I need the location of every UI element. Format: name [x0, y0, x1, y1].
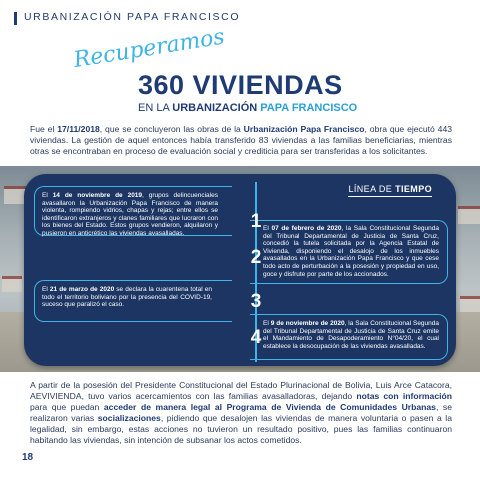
timeline-section	[0, 166, 480, 372]
closing-bold: acceder de manera legal al Programa de Vivienda de Comunidades Urbanas	[103, 402, 436, 412]
event-text: , la Sala Constitucional Segunda del Tribunal Departamental de Justicia de Santa Cruz emite el Mandamiento de Desapoderamiento N°04/20, el cual establece la desocupación de las viviendas avasalladas.	[263, 320, 440, 350]
background-house	[4, 186, 26, 204]
subtitle-accent: PAPA FRANCISCO	[260, 102, 358, 114]
timeline-label-prefix: LÍNEA DE	[348, 184, 396, 194]
event-prefix: El	[263, 320, 271, 327]
timeline-label	[348, 184, 432, 197]
closing-paragraph	[30, 380, 452, 446]
page-subtitle	[138, 102, 357, 114]
event-prefix: El	[263, 225, 272, 232]
closing-text: A partir de la posesión del Presidente Constitucional del Estado Plurinacional de Bolivia, Luis Arce Catacora, AEVIVIENDA, tuvo varios acercamientos con las familias avasalladoras, dejando	[30, 380, 452, 401]
event-date: 14 de noviembre de 2019	[52, 192, 143, 199]
intro-paragraph	[30, 124, 452, 157]
headline-script: Recuperamos	[72, 24, 227, 73]
subtitle-prefix: EN LA	[138, 102, 173, 114]
intro-project: Urbanización Papa Francisco	[243, 124, 365, 134]
timeline-event-3	[42, 286, 212, 309]
intro-text: , que se concluyeron las obras de la	[99, 124, 244, 134]
intro-date: 17/11/2018	[57, 124, 100, 134]
intro-text: Fue el	[30, 124, 58, 134]
event-date: 07 de febrero de 2020	[271, 225, 342, 232]
event-date: 9 de noviembre de 2020	[270, 320, 345, 327]
header-accent-bar	[14, 12, 17, 25]
closing-bold: socializaciones	[97, 413, 161, 423]
page-number: 18	[22, 452, 34, 463]
event-number-4: 4	[250, 327, 262, 348]
timeline-event-1	[42, 192, 218, 238]
timeline-event-2	[263, 225, 439, 278]
event-text: , grupos delincuenciales avasallaron la Urbanización Papa Francisco de manera violenta, rompiendo vidrios, chapas y rejas; entre ellos se identificaron extranjeros y clanes familiares que lucraron con los bienes del Estado. Estos grupos vendieron, alquilaron y pusieron en anticrético las viviendas avasalladas.	[42, 192, 218, 237]
background-house	[2, 276, 22, 292]
timeline-event-4	[263, 320, 439, 350]
subtitle-bold: URBANIZACIÓN	[172, 102, 261, 114]
closing-text: , pidiendo que desalojen las viviendas de manera voluntaria o pasen a la legalidad, sin embargo, estas acciones no tuvieron un resultado positivo, pues las familias continuaron habitando las viviendas, sin intención de subsanar los actos cometidos.	[30, 413, 452, 445]
event-number-3: 3	[250, 291, 262, 312]
section-header: URBANIZACIÓN PAPA FRANCISCO	[24, 11, 241, 23]
event-text: se declara la cuarentena total en todo el territorio boliviano por la presencia del COVID-19, suceso que paralizó el caso.	[42, 286, 213, 309]
page-title: 360 VIVIENDAS	[138, 70, 343, 100]
background-house	[460, 296, 480, 312]
event-number-2: 2	[250, 247, 262, 268]
event-date: 21 de marzo de 2020	[49, 286, 115, 293]
intro-text: , obra que ejecutó 443 viviendas. La gestión de aquel entonces había transferido 83 viviendas a las familias beneficiarias, mientras otras se encontraban en proceso de evaluación social y crediticia para ser transferidas a los solicitantes.	[30, 124, 453, 156]
closing-text: para que puedan	[30, 402, 104, 412]
event-prefix: El	[42, 286, 50, 293]
event-number-1: 1	[250, 211, 262, 232]
timeline-label-bold: TIEMPO	[395, 184, 432, 194]
timeline-panel	[24, 174, 456, 366]
event-text: , la Sala Constitucional Segunda del Tribunal Departamental de Justicia de Santa Cruz, concedió la tutela solicitada por la Agencia Estatal de Vivienda, disponiendo el desalojo de los inmuebles avasallados en la Urbanización Papa Francisco y que cese todo acto de perturbación a la posesión y propiedad en uso, goce y disfrute por parte de los accionados.	[263, 225, 440, 278]
closing-text: , se realizaron varias	[30, 402, 452, 423]
closing-bold: notas con información	[356, 391, 453, 401]
event-prefix: El	[42, 192, 53, 199]
background-house	[458, 206, 480, 224]
